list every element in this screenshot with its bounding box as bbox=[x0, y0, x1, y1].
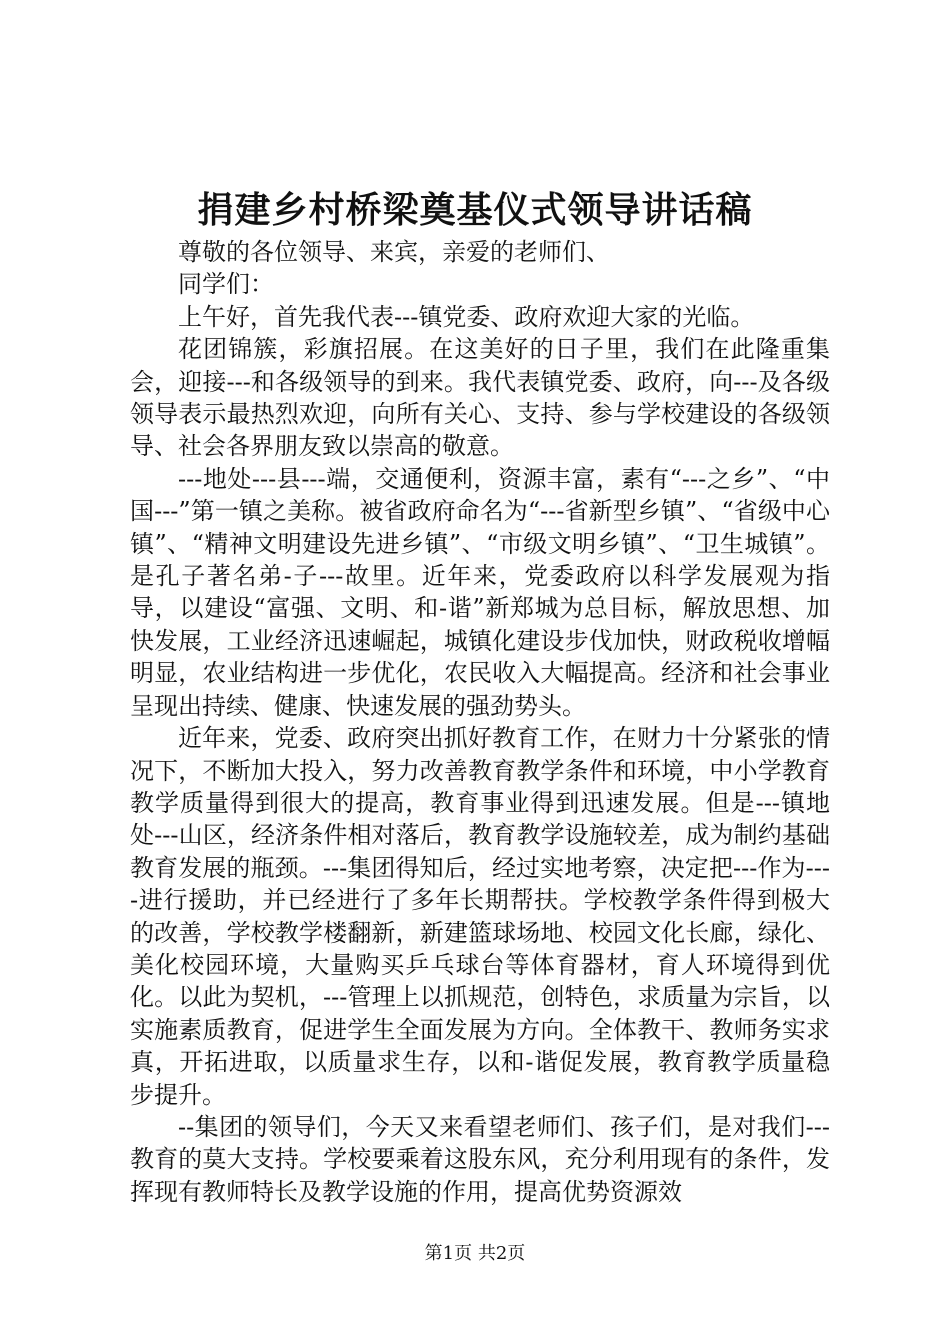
paragraph-education: 近年来，党委、政府突出抓好教育工作，在财力十分紧张的情况下，不断加大投入，努力改善教育教学条件和环境，中小学教育教学质量得到很大的提高，教育事业得到迅速发展。但是---镇地处---山区，经济条件相对落后，教育教学设施较差，成为制约基础教育发展的瓶颈。---集团得知后，经过实地考察，决定把---作为----进行援助，并已经进行了多年长期帮扶。学校教学条件得到极大的改善，学校教学楼翻新，新建篮球场地、校园文化长廊，绿化、美化校园环境，大量购买乒乓球台等体育器材，育人环境得到优化。以此为契机，---管理上以抓规范，创特色，求质量为宗旨，以实施素质教育，促进学生全面发展为方向。全体教干、教师务实求真，开拓进取，以质量求生存，以和-谐促发展，教育教学质量稳步提升。 bbox=[130, 724, 830, 1109]
paragraph-salutation-2: 同学们： bbox=[178, 270, 274, 299]
paragraph-welcome: 花团锦簇，彩旗招展。在这美好的日子里，我们在此隆重集会，迎接---和各级领导的到来。我代表镇党委、政府，向---及各级领导表示最热烈欢迎，向所有关心、支持、参与学校建设的各级领导、社会各界朋友致以崇高的敬意。 bbox=[130, 335, 830, 461]
document-body bbox=[130, 236, 830, 1208]
page-number-footer: 第1页 共2页 bbox=[424, 1243, 526, 1264]
paragraph-salutation-1: 尊敬的各位领导、来宾，亲爱的老师们、 bbox=[178, 238, 610, 266]
paragraph-greeting: 上午好，首先我代表---镇党委、政府欢迎大家的光临。 bbox=[178, 302, 755, 331]
document-title: 捐建乡村桥梁奠基仪式领导讲话稿 bbox=[197, 189, 753, 231]
paragraph-support: --集团的领导们，今天又来看望老师们、孩子们，是对我们---教育的莫大支持。学校要乘着这股东风，充分利用现有的条件，发挥现有教师特长及教学设施的作用，提高优势资源效 bbox=[130, 1112, 830, 1206]
paragraph-town-intro: ---地处---县---端，交通便利，资源丰富，素有“---之乡”、“中国---”第一镇之美称。被省政府命名为“---省新型乡镇”、“省级中心镇”、“精神文明建设先进乡镇”、“市级文明乡镇”、“卫生城镇”。是孔子著名弟-子---故里。近年来，党委政府以科学发展观为指导，以建设“富强、文明、和-谐”新郑城为总目标，解放思想、加快发展，工业经济迅速崛起，城镇化建设步伐加快，财政税收增幅明显，农业结构进一步优化，农民收入大幅提高。经济和社会事业呈现出持续、健康、快速发展的强劲势头。 bbox=[130, 464, 830, 720]
